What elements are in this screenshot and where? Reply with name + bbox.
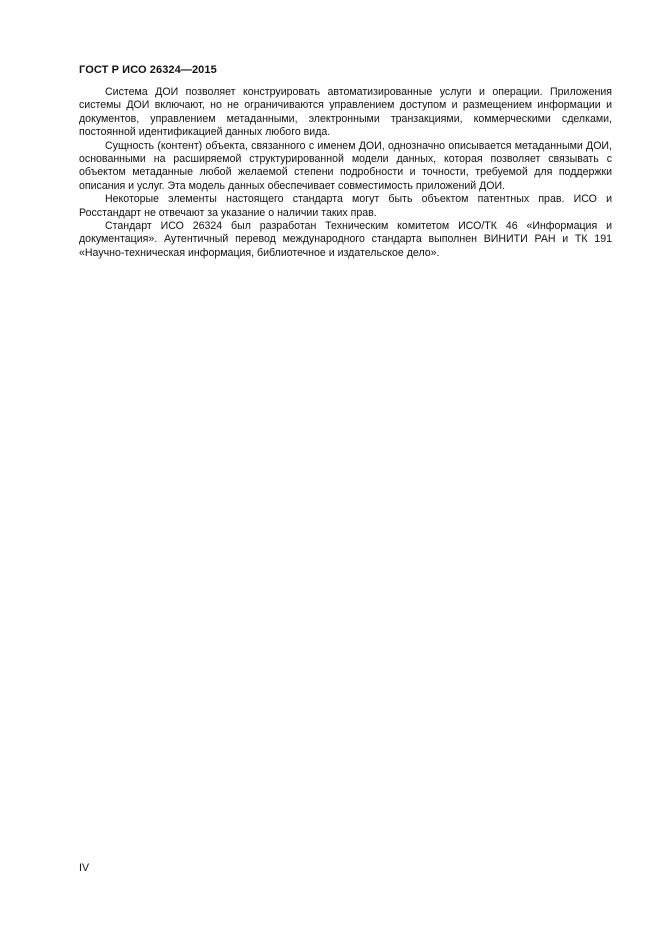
page-header-standard-id: ГОСТ Р ИСО 26324—2015 xyxy=(79,64,217,76)
paragraph-doi-system: Система ДОИ позволяет конструировать автоматизированные услуги и операции. Приложения системы ДОИ включают, но не ограничиваются управлением доступом и размещением информации и документов, управлением метаданными, электронными транзакциями, коммерческими сделками, постоянной идентификацией данных любого вида. xyxy=(79,86,612,139)
body-text xyxy=(79,86,612,260)
paragraph-standard-origin: Стандарт ИСО 26324 был разработан Техническим комитетом ИСО/ТК 46 «Информация и документация». Аутентичный перевод международного стандарта выполнен ВИНИТИ РАН и ТК 191 «Научно-техническая информация, библиотечное и издательское дело». xyxy=(79,220,612,259)
page-number: IV xyxy=(79,862,90,874)
paragraph-doi-metadata: Сущность (контент) объекта, связанного с именем ДОИ, однозначно описывается метаданными ДОИ, основанными на расширяемой структурированной модели данных, которая позволяет связывать с объектом метаданные любой желаемой степени подробности и точности, требуемой для поддержки описания и услуг. Эта модель данных обеспечивает совместимость приложений ДОИ. xyxy=(79,139,612,192)
paragraph-patent-rights: Некоторые элементы настоящего стандарта могут быть объектом патентных прав. ИСО и Росстандарт не отвечают за указание о наличии таких прав. xyxy=(79,193,612,219)
